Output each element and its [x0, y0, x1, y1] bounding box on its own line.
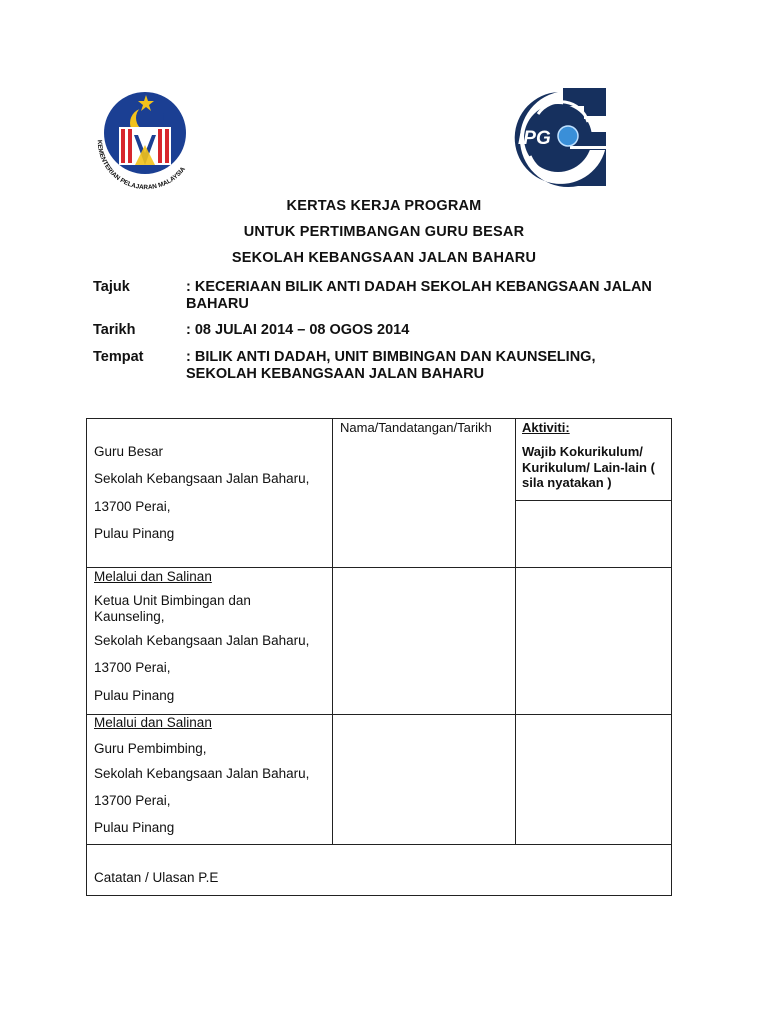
- school-name: Sekolah Kebangsaan Jalan Baharu,: [94, 766, 310, 781]
- heading-line-2: UNTUK PERTIMBANGAN GURU BESAR: [243, 224, 525, 240]
- ipg-logo: [508, 86, 608, 188]
- postcode-city: 13700 Perai,: [94, 499, 171, 514]
- tarikh-label: Tarikh: [93, 322, 136, 338]
- signature-column-header: Nama/Tandatangan/Tarikh: [340, 420, 492, 435]
- school-name: Sekolah Kebangsaan Jalan Baharu,: [94, 633, 310, 648]
- ketua-unit-title-cont: Kaunseling,: [94, 609, 165, 624]
- guru-pembimbing-title: Guru Pembimbing,: [94, 741, 207, 756]
- signature-cell-2[interactable]: [333, 568, 516, 715]
- aktiviti-title: Aktiviti:: [522, 420, 570, 435]
- melalui-salinan-label: Melalui dan Salinan: [94, 715, 212, 730]
- guru-besar-title: Guru Besar: [94, 444, 164, 459]
- tempat-value: : BILIK ANTI DADAH, UNIT BIMBINGAN DAN KAUNSELING, SEKOLAH KEBANGSAAN JALAN BAHARU: [186, 349, 596, 382]
- catatan-cell[interactable]: [87, 845, 672, 896]
- tempat-label: Tempat: [93, 349, 144, 365]
- aktiviti-description: Wajib Kokurikulum/ Kurikulum/ Lain-lain ( sila nyatakan ): [522, 444, 655, 490]
- heading-line-1: KERTAS KERJA PROGRAM: [286, 198, 482, 214]
- aktiviti-entry-cell[interactable]: [516, 501, 672, 568]
- ketua-unit-title: Ketua Unit Bimbingan dan: [94, 593, 251, 608]
- state: Pulau Pinang: [94, 526, 175, 541]
- approval-table: [86, 418, 672, 896]
- melalui-salinan-label: Melalui dan Salinan: [94, 569, 212, 584]
- state: Pulau Pinang: [94, 688, 175, 703]
- recipient-cell-ketua-unit: [87, 568, 333, 715]
- tajuk-value: : KECERIAAN BILIK ANTI DADAH SEKOLAH KEBANGSAAN JALAN BAHARU: [186, 279, 652, 312]
- svg-text:KEMENTERIAN PELAJARAN MALAYSIA: KEMENTERIAN PELAJARAN MALAYSIA: [95, 139, 187, 192]
- heading-line-3: SEKOLAH KEBANGSAAN JALAN BAHARU: [231, 250, 537, 266]
- tarikh-value: : 08 JULAI 2014 – 08 OGOS 2014: [186, 322, 410, 338]
- aktiviti-cell-2[interactable]: [516, 568, 672, 715]
- recipient-cell-guru-pembimbing: [87, 715, 333, 845]
- recipient-cell-guru-besar: [87, 419, 333, 568]
- aktiviti-cell-3[interactable]: [516, 715, 672, 845]
- signature-cell-1[interactable]: [333, 419, 516, 568]
- postcode-city: 13700 Perai,: [94, 660, 171, 675]
- catatan-label: Catatan / Ulasan P.E: [94, 870, 219, 885]
- kpm-crest-logo: [86, 85, 204, 193]
- signature-cell-3[interactable]: [333, 715, 516, 845]
- tajuk-label: Tajuk: [93, 279, 130, 295]
- postcode-city: 13700 Perai,: [94, 793, 171, 808]
- school-name: Sekolah Kebangsaan Jalan Baharu,: [94, 471, 310, 486]
- aktiviti-cell: [516, 419, 672, 501]
- state: Pulau Pinang: [94, 820, 175, 835]
- svg-text:iPG: iPG: [518, 128, 551, 149]
